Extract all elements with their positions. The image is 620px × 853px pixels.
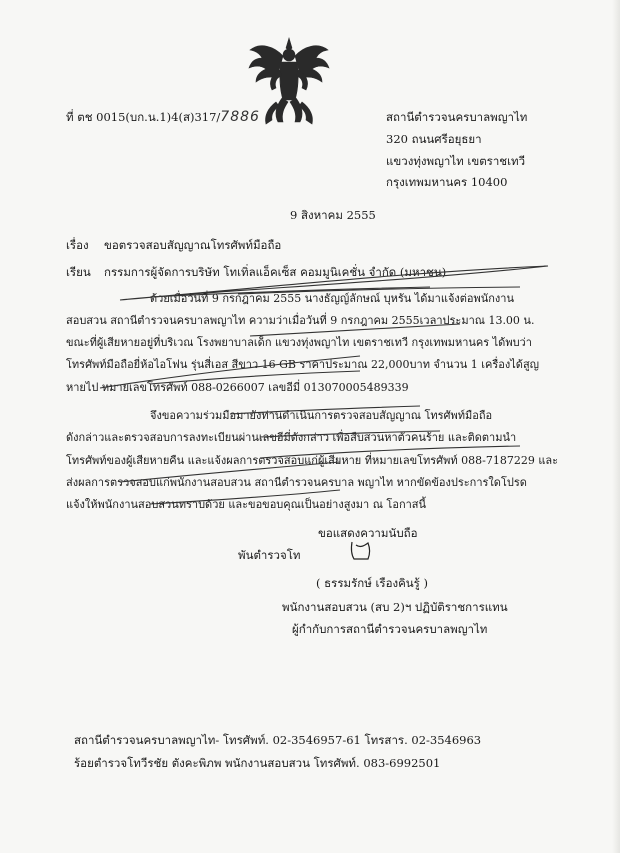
closing-regards: ขอแสดงความนับถือ [318,526,418,540]
paragraph2-line5: แจ้งให้พนักงานสอบสวนทราบด้วย และขอขอบคุณเป็นอย่างสูงมา ณ โอกาสนี้ [66,498,427,511]
subject-label: เรื่อง [66,238,89,252]
signatory-rank: พันตำรวจโท [238,548,301,562]
letter-date: 9 สิงหาคม 2555 [290,208,376,222]
paragraph1-line4: โทรศัพท์มือถือยี่ห้อไอโฟน รุ่นสี่เอส สีขาว 16 GB ราคาประมาณ 22,000บาท จำนวน 1 เครื่องได้สูญ [66,358,540,371]
reference-handwritten-number: 7886 [220,109,260,125]
reference-number-text: ที่ ตช 0015(บก.น.1)4(ส)317/ [66,110,221,124]
paragraph1-line3: ขณะที่ผู้เสียหายอยู่ที่บริเวณ โรงพยาบาลเด็ก แขวงทุ่งพญาไท เขตราชเทวี กรุงเทพมหานคร ได้พบว่า [66,336,532,349]
sender-org-name: สถานีตำรวจนครบาลพญาไท [386,110,528,124]
page-edge [612,0,620,853]
paragraph1-line2: สอบสวน สถานีตำรวจนครบาลพญาไท ความว่าเมื่อวันที่ 9 กรกฎาคม 2555เวลาประมาณ 13.00 น. [66,314,535,327]
sender-address-line3: กรุงเทพมหานคร 10400 [386,175,508,189]
paragraph2-line1: จึงขอความร่วมมือมายังท่านดำเนินการตรวจสอบสัญญาณ โทรศัพท์มือถือ [150,409,493,422]
signature-mark [348,540,374,562]
sender-address-line1: 320 ถนนศรีอยุธยา [386,132,482,146]
paragraph1-line1: ด้วยเมื่อวันที่ 9 กรกฎาคม 2555 นางธัญญ์ลักษณ์ บุหรัน ได้มาแจ้งต่อพนักงาน [150,292,515,305]
signatory-name: ( ธรรมรักษ์ เรืองคินรู้ ) [316,576,428,590]
paragraph2-line3: โทรศัพท์ของผู้เสียหายคืน และแจ้งผลการตรวจสอบแก่ผู้เสียหาย ที่หมายเลขโทรศัพท์ 088-7187229 และ [66,454,559,467]
recipient-label: เรียน [66,265,91,279]
paragraph2-line2: ดังกล่าวและตรวจสอบการลงทะเบียนผ่านเลขอีมี่ดังกล่าว เพื่อสืบสวนหาตัวคนร้าย และติดตามนำ [66,431,517,444]
signatory-position: พนักงานสอบสวน (สบ 2)ฯ ปฏิบัติราชการแทน [282,600,508,614]
sender-address-line2: แขวงทุ่งพญาไท เขตราชเทวี [386,154,526,168]
signatory-position-line2: ผู้กำกับการสถานีตำรวจนครบาลพญาไท [292,622,488,636]
paragraph1-line5: หายไป หมายเลขโทรศัพท์ 088-0266007 เลขอีมี่ 013070005489339 [66,381,409,394]
subject-text: ขอตรวจสอบสัญญาณโทรศัพท์มือถือ [104,238,282,252]
footer-station-contact: สถานีตำรวจนครบาลพญาไท- โทรศัพท์. 02-3546957-61 โทรสาร. 02-3546963 [74,733,482,747]
recipient-text: กรรมการผู้จัดการบริษัท โทเทิ่ลแอ็คเซ็ส คอมมูนิเคชั่น จำกัด (มหาชน) [104,265,447,279]
paragraph2-line4: ส่งผลการตรวจสอบแก่พนักงานสอบสวน สถานีตำรวจนครบาล พญาไท หากขัดข้องประการใดโปรด [66,476,527,489]
reference-number [66,110,260,124]
footer-officer-contact: ร้อยตำรวจโทวีรชัย ตังคะพิภพ พนักงานสอบสวน โทรศัพท์. 083-6992501 [74,756,441,770]
